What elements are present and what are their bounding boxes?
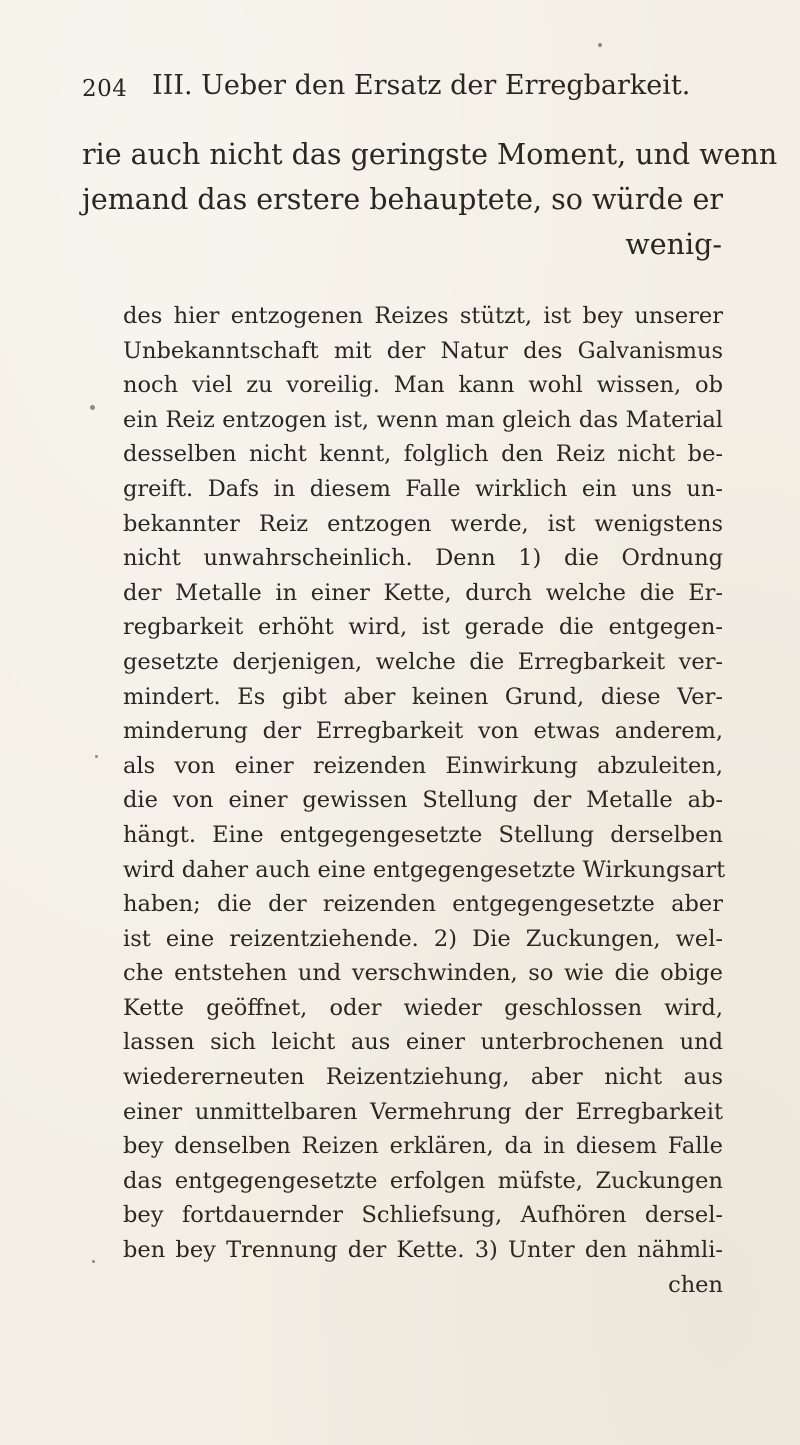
running-head: III. Ueber den Ersatz der Erregbarkeit. xyxy=(152,70,691,101)
text-line: desselben nicht kennt, folglich den Reiz nicht be- xyxy=(123,441,723,468)
text-line: nicht unwahrscheinlich. Denn 1) die Ordnung xyxy=(123,545,723,572)
text-line: jemand das erstere behauptete, so würde er xyxy=(82,183,723,216)
text-line: minderung der Erregbarkeit von etwas anderem, xyxy=(123,718,723,745)
text-line: greift. Dafs in diesem Falle wirklich ein uns un- xyxy=(123,475,723,502)
text-line: noch viel zu voreilig. Man kann wohl wissen, ob xyxy=(123,372,723,399)
catchword-line: wenig- xyxy=(625,228,722,261)
page-number: 204 xyxy=(82,76,128,102)
text-line: die von einer gewissen Stellung der Metalle ab- xyxy=(123,787,723,814)
footnote-paragraph xyxy=(123,299,726,1302)
text-line: haben; die der reizenden entgegengesetzte aber xyxy=(123,891,723,918)
text-line: Unbekanntschaft mit der Natur des Galvanismus xyxy=(123,337,723,364)
text-line: das entgegengesetzte erfolgen müfste, Zuckungen xyxy=(123,1167,723,1194)
text-line: bekannter Reiz entzogen werde, ist wenigstens xyxy=(123,510,723,537)
continued-paragraph xyxy=(82,132,778,267)
text-line: ben bey Trennung der Kette. 3) Unter den nähmli- xyxy=(123,1237,723,1264)
text-line: hängt. Eine entgegengesetzte Stellung derselben xyxy=(123,821,723,848)
text-line: ein Reiz entzogen ist, wenn man gleich das Material xyxy=(123,406,723,433)
paper-speck xyxy=(90,405,95,410)
paper-speck xyxy=(92,1260,95,1263)
text-line: einer unmittelbaren Vermehrung der Erregbarkeit xyxy=(123,1098,723,1125)
catchword-line: chen xyxy=(668,1271,723,1298)
text-line: che entstehen und verschwinden, so wie die obige xyxy=(123,960,723,987)
page-header xyxy=(82,70,722,110)
paper-speck xyxy=(598,43,602,47)
text-line: lassen sich leicht aus einer unterbrochenen und xyxy=(123,1029,723,1056)
text-line: Kette geöffnet, oder wieder geschlossen wird, xyxy=(123,994,723,1021)
paper-speck xyxy=(95,755,98,758)
text-line: mindert. Es gibt aber keinen Grund, diese Ver- xyxy=(123,683,723,710)
text-line: rie auch nicht das geringste Moment, und wenn xyxy=(82,138,778,171)
text-line: bey denselben Reizen erklären, da in diesem Falle xyxy=(123,1133,723,1160)
text-line: als von einer reizenden Einwirkung abzuleiten, xyxy=(123,752,723,779)
text-line: regbarkeit erhöht wird, ist gerade die entgegen- xyxy=(123,614,723,641)
text-line: der Metalle in einer Kette, durch welche die Er- xyxy=(123,579,723,606)
text-line: des hier entzogenen Reizes stützt, ist bey unserer xyxy=(123,303,723,329)
text-line: wird daher auch eine entgegengesetzte Wirkungsart xyxy=(123,856,726,883)
text-line: gesetzte derjenigen, welche die Erregbarkeit ver- xyxy=(123,648,723,675)
text-line: ist eine reizentziehende. 2) Die Zuckungen, wel- xyxy=(123,925,723,952)
text-line: bey fortdauernder Schliefsung, Aufhören dersel- xyxy=(123,1202,723,1229)
text-line: wiedererneuten Reizentziehung, aber nicht aus xyxy=(123,1064,723,1091)
